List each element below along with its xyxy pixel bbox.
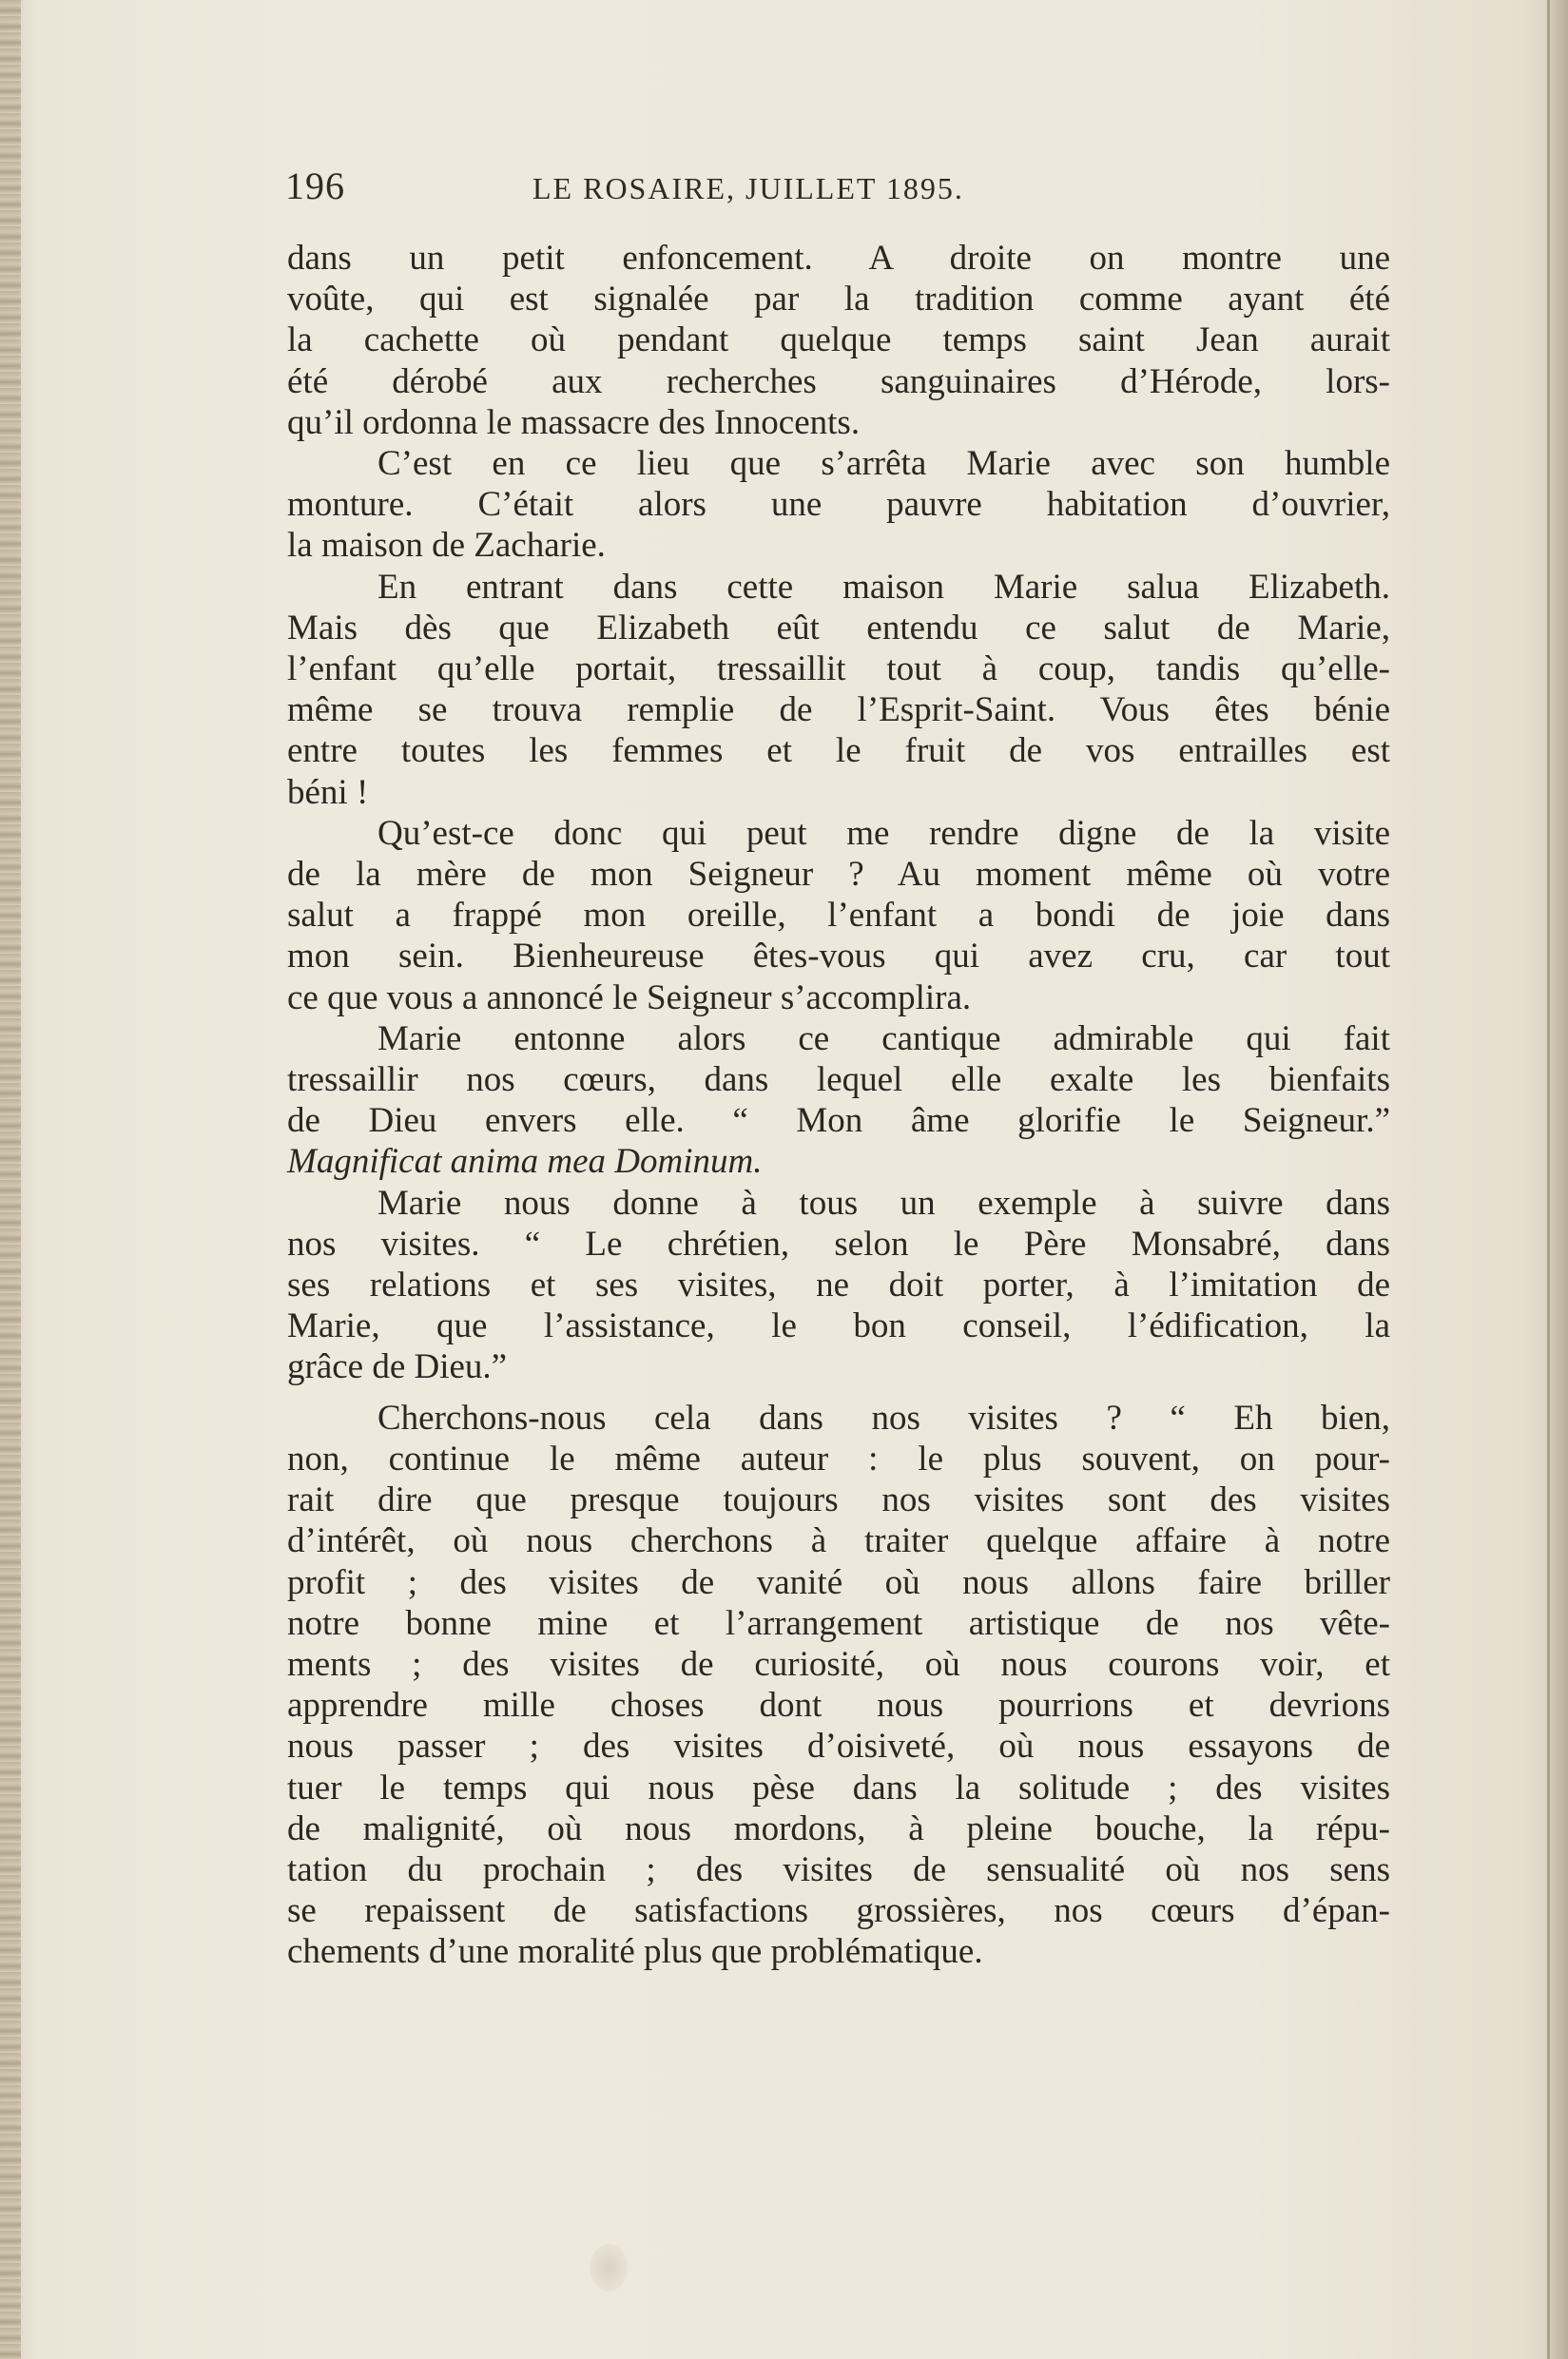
paragraph — [287, 238, 1390, 443]
text-line: mon sein. Bienheureuse êtes-vous qui avez cru, car tout — [287, 937, 1390, 976]
text-line: même se trouva remplie de l’Esprit-Saint. Vous êtes bénie — [287, 690, 1390, 730]
paragraph — [287, 567, 1390, 813]
text-line: chements d’une moralité plus que problématique. — [287, 1932, 983, 1972]
paragraph — [287, 1183, 1390, 1388]
text-line: En entrant dans cette maison Marie salua Elizabeth. — [377, 567, 1390, 607]
page-outer-edge — [1547, 0, 1568, 2359]
text-line: Qu’est-ce donc qui peut me rendre digne de la visite — [377, 813, 1390, 853]
paragraph — [287, 813, 1390, 1018]
text-line: entre toutes les femmes et le fruit de vos entrailles est — [287, 731, 1390, 771]
text-line: non, continue le même auteur : le plus souvent, on pour- — [287, 1439, 1390, 1479]
text-line: nous passer ; des visites d’oisiveté, où nous essayons de — [287, 1727, 1390, 1767]
text-line: Marie nous donne à tous un exemple à suivre dans — [377, 1183, 1390, 1223]
text-line: Marie, que l’assistance, le bon conseil, l’édification, la — [287, 1306, 1390, 1346]
paragraph — [287, 443, 1390, 567]
text-line: profit ; des visites de vanité où nous allons faire briller — [287, 1562, 1390, 1602]
text-line: ments ; des visites de curiosité, où nous courons voir, et — [287, 1644, 1390, 1684]
body-text — [287, 238, 1390, 1973]
text-line: Mais dès que Elizabeth eût entendu ce salut de Marie, — [287, 608, 1390, 648]
text-line: notre bonne mine et l’arrangement artistique de nos vête- — [287, 1603, 1390, 1643]
text-line: apprendre mille choses dont nous pourrions et devrions — [287, 1686, 1390, 1726]
text-line: la maison de Zacharie. — [287, 526, 606, 566]
text-line: tation du prochain ; des visites de sensualité où nos sens — [287, 1849, 1390, 1889]
paper-smudge — [590, 2244, 628, 2291]
text-line: Cherchons-nous cela dans nos visites ? “ Eh bien, — [377, 1398, 1390, 1438]
running-head: LE ROSAIRE, JUILLET 1895. — [532, 171, 964, 205]
text-line: de Dieu envers elle. “ Mon âme glorifie le Seigneur.” — [287, 1101, 1390, 1141]
text-line: d’intérêt, où nous cherchons à traiter quelque affaire à notre — [287, 1521, 1390, 1561]
text-line: C’est en ce lieu que s’arrêta Marie avec son humble — [377, 444, 1390, 484]
text-line: ses relations et ses visites, ne doit porter, à l’imitation de — [287, 1266, 1390, 1305]
text-line: qu’il ordonna le massacre des Innocents. — [287, 402, 861, 442]
text-line: de malignité, où nous mordons, à pleine bouche, la répu- — [287, 1808, 1390, 1848]
page-binding-edge — [0, 0, 21, 2359]
text-line: la cachette où pendant quelque temps saint Jean aurait — [287, 320, 1390, 360]
text-line: l’enfant qu’elle portait, tressaillit tout à coup, tandis qu’elle- — [287, 649, 1390, 689]
text-line-italic: Magnificat anima mea Dominum. — [287, 1142, 763, 1182]
text-line: voûte, qui est signalée par la tradition comme ayant été — [287, 280, 1390, 319]
paragraph — [287, 1398, 1390, 1973]
text-line: été dérobé aux recherches sanguinaires d’Hérode, lors- — [287, 361, 1390, 401]
text-line: béni ! — [287, 772, 369, 812]
text-line: dans un petit enfoncement. A droite on montre une — [287, 239, 1390, 278]
text-line: ce que vous a annoncé le Seigneur s’accomplira. — [287, 977, 972, 1017]
text-line: nos visites. “ Le chrétien, selon le Père Monsabré, dans — [287, 1224, 1390, 1264]
text-line: Marie entonne alors ce cantique admirable qui fait — [377, 1018, 1390, 1058]
page-fold-line — [1547, 0, 1550, 2359]
page-header — [285, 164, 1388, 221]
text-line: monture. C’était alors une pauvre habitation d’ouvrier, — [287, 485, 1390, 525]
text-line: grâce de Dieu.” — [287, 1347, 508, 1387]
text-line: tuer le temps qui nous pèse dans la solitude ; des visites — [287, 1768, 1390, 1808]
text-line: tressaillir nos cœurs, dans lequel elle exalte les bienfaits — [287, 1060, 1390, 1100]
text-line: se repaissent de satisfactions grossières, nos cœurs d’épan- — [287, 1891, 1390, 1931]
text-line: rait dire que presque toujours nos visites sont des visites — [287, 1480, 1390, 1520]
paragraph — [287, 1018, 1390, 1183]
text-line: salut a frappé mon oreille, l’enfant a bondi de joie dans — [287, 896, 1390, 936]
text-line: de la mère de mon Seigneur ? Au moment même où votre — [287, 855, 1390, 895]
page-number: 196 — [285, 164, 345, 207]
